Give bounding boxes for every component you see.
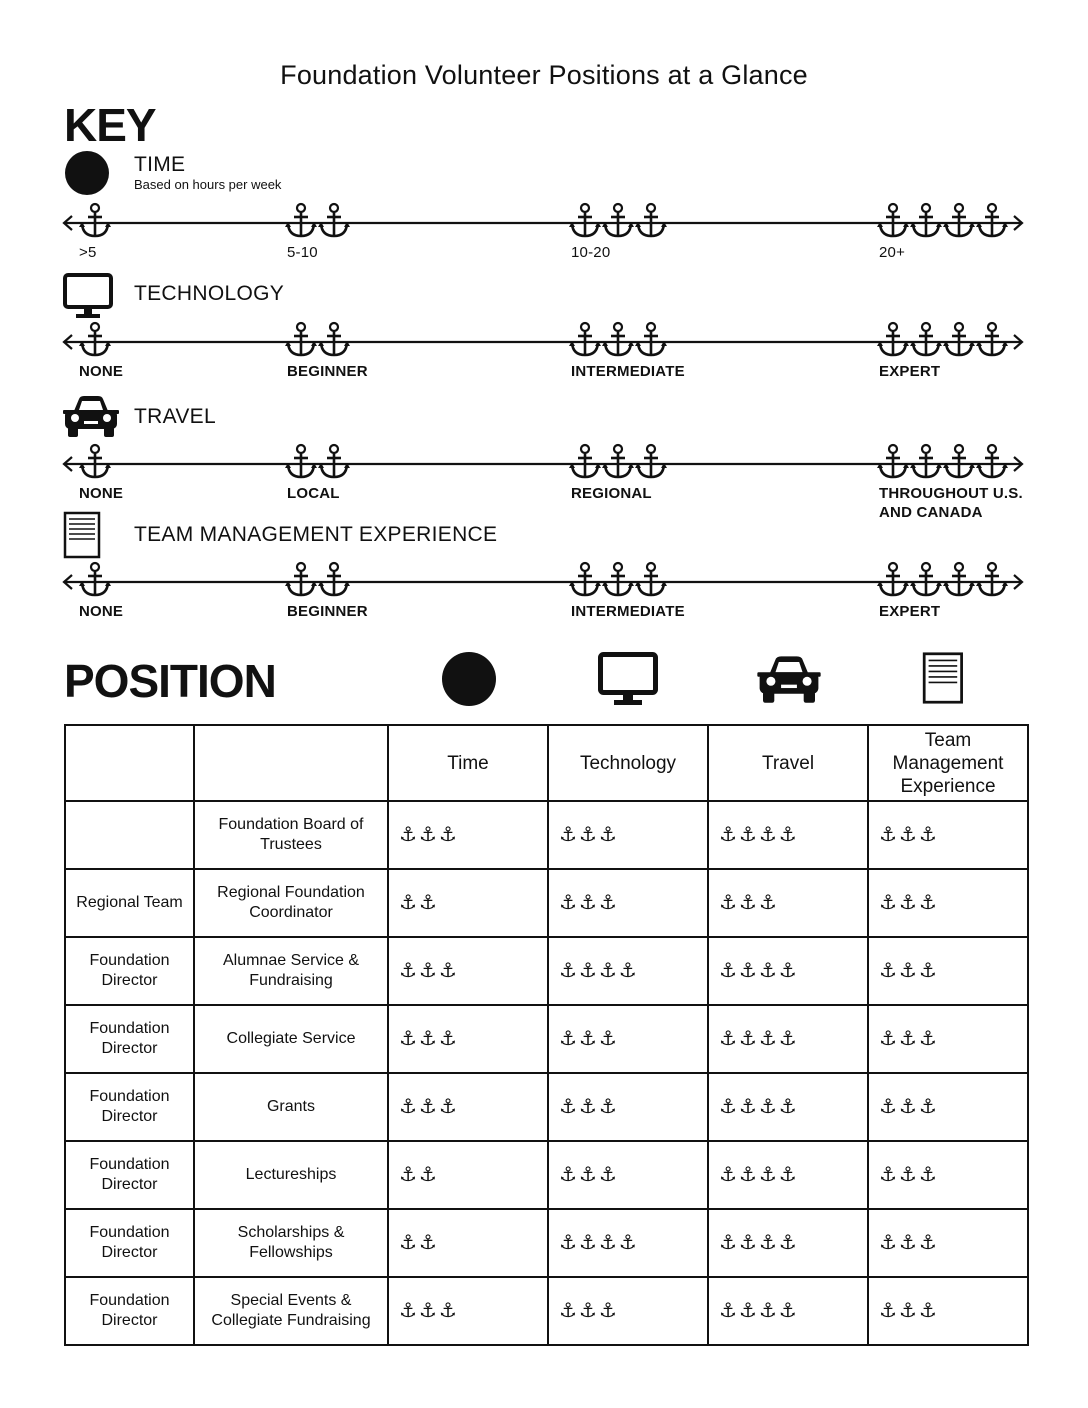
group-cell: Foundation Director bbox=[65, 1277, 194, 1345]
anchor-icon bbox=[318, 445, 350, 477]
time-rating bbox=[388, 1277, 548, 1345]
anchor-icon bbox=[285, 563, 317, 595]
technology-tick-2: BEGINNER bbox=[287, 363, 368, 380]
time-rating bbox=[388, 937, 548, 1005]
time-rating bbox=[388, 869, 548, 937]
time-rating bbox=[388, 1005, 548, 1073]
key-label-technology: TECHNOLOGY bbox=[134, 282, 285, 305]
anchor-icon bbox=[943, 323, 975, 355]
anchor-icon bbox=[569, 204, 601, 236]
group-cell: Foundation Director bbox=[65, 1005, 194, 1073]
team-management-rating bbox=[868, 1141, 1028, 1209]
travel-tick-1: NONE bbox=[79, 485, 124, 502]
anchor-icon: ⚓⚓⚓ bbox=[399, 960, 459, 982]
anchor-icon bbox=[79, 323, 111, 355]
technology-tick-4: EXPERT bbox=[879, 363, 941, 380]
group-cell: Foundation Director bbox=[65, 1141, 194, 1209]
position-cell: Collegiate Service bbox=[194, 1005, 388, 1073]
team-tick-4: EXPERT bbox=[879, 603, 941, 620]
time-tick-1: >5 bbox=[79, 244, 97, 261]
column-header-time: Time bbox=[388, 725, 548, 801]
column-header-travel: Travel bbox=[708, 725, 868, 801]
anchor-icon bbox=[318, 323, 350, 355]
anchor-icon: ⚓⚓⚓ bbox=[559, 824, 619, 846]
anchor-icon bbox=[569, 323, 601, 355]
anchor-icon: ⚓⚓⚓⚓ bbox=[719, 1096, 799, 1118]
technology-tick-3: INTERMEDIATE bbox=[571, 363, 685, 380]
group-cell: Foundation Director bbox=[65, 1073, 194, 1141]
anchor-icon: ⚓⚓⚓ bbox=[559, 892, 619, 914]
anchor-icon: ⚓⚓⚓ bbox=[879, 1232, 939, 1254]
travel-tick-2: LOCAL bbox=[287, 485, 340, 502]
travel-rating bbox=[708, 937, 868, 1005]
anchor-icon: ⚓⚓⚓ bbox=[559, 1300, 619, 1322]
anchor-icon bbox=[943, 204, 975, 236]
positions-table bbox=[64, 724, 1029, 1346]
travel-rating bbox=[708, 869, 868, 937]
anchor-icon bbox=[877, 204, 909, 236]
anchor-icon bbox=[318, 563, 350, 595]
anchor-icon: ⚓⚓⚓ bbox=[559, 1164, 619, 1186]
travel-rating bbox=[708, 1073, 868, 1141]
anchor-icon: ⚓⚓⚓ bbox=[879, 824, 939, 846]
technology-scale bbox=[58, 321, 1030, 361]
anchor-icon: ⚓⚓⚓⚓ bbox=[559, 960, 639, 982]
technology-rating bbox=[548, 1141, 708, 1209]
anchor-icon: ⚓⚓⚓⚓ bbox=[719, 1028, 799, 1050]
team-tick-3: INTERMEDIATE bbox=[571, 603, 685, 620]
anchor-icon: ⚓⚓⚓ bbox=[559, 1028, 619, 1050]
column-header-team-management: Team Management Experience bbox=[868, 725, 1028, 801]
position-heading: POSITION bbox=[64, 655, 276, 707]
anchor-icon: ⚓⚓⚓⚓ bbox=[719, 1300, 799, 1322]
anchor-icon: ⚓⚓⚓ bbox=[399, 824, 459, 846]
page-title: Foundation Volunteer Positions at a Glance bbox=[280, 60, 808, 90]
anchor-icon: ⚓⚓ bbox=[399, 892, 439, 914]
position-cell: Special Events & Collegiate Fundraising bbox=[194, 1277, 388, 1345]
time-rating bbox=[388, 801, 548, 869]
anchor-icon: ⚓⚓⚓ bbox=[399, 1028, 459, 1050]
table-row bbox=[65, 1277, 1028, 1345]
key-label-time: TIME bbox=[134, 153, 186, 176]
table-row bbox=[65, 1005, 1028, 1073]
car-icon bbox=[63, 393, 119, 439]
anchor-icon: ⚓⚓⚓⚓ bbox=[719, 1164, 799, 1186]
column-header-position bbox=[194, 725, 388, 801]
anchor-icon: ⚓⚓⚓ bbox=[879, 1300, 939, 1322]
anchor-icon: ⚓⚓ bbox=[399, 1164, 439, 1186]
team-management-rating bbox=[868, 869, 1028, 937]
position-cell: Grants bbox=[194, 1073, 388, 1141]
anchor-icon: ⚓⚓⚓ bbox=[879, 960, 939, 982]
anchor-icon bbox=[602, 563, 634, 595]
anchor-icon bbox=[877, 563, 909, 595]
position-cell: Regional Foundation Coordinator bbox=[194, 869, 388, 937]
anchor-icon: ⚓⚓⚓ bbox=[879, 892, 939, 914]
anchor-icon bbox=[635, 563, 667, 595]
table-row bbox=[65, 869, 1028, 937]
travel-tick-3: REGIONAL bbox=[571, 485, 652, 502]
technology-tick-1: NONE bbox=[79, 363, 124, 380]
anchor-icon bbox=[569, 445, 601, 477]
document-icon bbox=[63, 511, 103, 559]
travel-rating bbox=[708, 1141, 868, 1209]
anchor-icon bbox=[79, 204, 111, 236]
clock-icon bbox=[440, 650, 498, 708]
travel-tick-4: THROUGHOUT U.S. AND CANADA bbox=[879, 485, 1023, 521]
column-header-technology: Technology bbox=[548, 725, 708, 801]
technology-rating bbox=[548, 801, 708, 869]
group-cell: Regional Team bbox=[65, 869, 194, 937]
position-cell: Scholarships & Fellowships bbox=[194, 1209, 388, 1277]
team-management-rating bbox=[868, 937, 1028, 1005]
technology-rating bbox=[548, 1277, 708, 1345]
team-management-rating bbox=[868, 1209, 1028, 1277]
anchor-icon: ⚓⚓⚓ bbox=[399, 1096, 459, 1118]
anchor-icon: ⚓⚓⚓⚓ bbox=[559, 1232, 639, 1254]
team-tick-2: BEGINNER bbox=[287, 603, 368, 620]
anchor-icon bbox=[79, 445, 111, 477]
anchor-icon: ⚓⚓⚓ bbox=[879, 1028, 939, 1050]
anchor-icon bbox=[602, 204, 634, 236]
anchor-icon bbox=[635, 204, 667, 236]
anchor-icon: ⚓⚓⚓⚓ bbox=[719, 960, 799, 982]
anchor-icon bbox=[285, 204, 317, 236]
technology-rating bbox=[548, 937, 708, 1005]
time-rating bbox=[388, 1073, 548, 1141]
anchor-icon bbox=[976, 323, 1008, 355]
anchor-icon bbox=[318, 204, 350, 236]
key-label-travel: TRAVEL bbox=[134, 405, 216, 428]
team-management-rating bbox=[868, 1277, 1028, 1345]
anchor-icon bbox=[976, 204, 1008, 236]
key-sublabel-time: Based on hours per week bbox=[134, 177, 282, 192]
car-icon bbox=[755, 653, 823, 705]
key-heading: KEY bbox=[64, 99, 156, 151]
position-cell: Alumnae Service & Fundraising bbox=[194, 937, 388, 1005]
anchor-icon bbox=[602, 323, 634, 355]
anchor-icon bbox=[943, 445, 975, 477]
travel-rating bbox=[708, 1005, 868, 1073]
column-icons bbox=[0, 648, 1088, 708]
time-rating bbox=[388, 1209, 548, 1277]
travel-rating bbox=[708, 801, 868, 869]
table-row bbox=[65, 1209, 1028, 1277]
technology-rating bbox=[548, 1073, 708, 1141]
anchor-icon: ⚓⚓⚓ bbox=[399, 1300, 459, 1322]
group-cell bbox=[65, 801, 194, 869]
group-cell: Foundation Director bbox=[65, 937, 194, 1005]
technology-rating bbox=[548, 869, 708, 937]
anchor-icon bbox=[910, 323, 942, 355]
travel-rating bbox=[708, 1277, 868, 1345]
anchor-icon: ⚓⚓⚓⚓ bbox=[719, 824, 799, 846]
team-management-scale bbox=[58, 561, 1030, 601]
anchor-icon: ⚓⚓⚓ bbox=[559, 1096, 619, 1118]
anchor-icon bbox=[976, 563, 1008, 595]
table-row bbox=[65, 1073, 1028, 1141]
team-tick-1: NONE bbox=[79, 603, 124, 620]
anchor-icon bbox=[285, 323, 317, 355]
time-tick-3: 10-20 bbox=[571, 244, 611, 261]
group-cell: Foundation Director bbox=[65, 1209, 194, 1277]
anchor-icon bbox=[602, 445, 634, 477]
technology-rating bbox=[548, 1005, 708, 1073]
table-row bbox=[65, 937, 1028, 1005]
anchor-icon: ⚓⚓⚓ bbox=[719, 892, 779, 914]
table-row bbox=[65, 801, 1028, 869]
anchor-icon bbox=[569, 563, 601, 595]
monitor-icon bbox=[598, 652, 658, 706]
travel-scale bbox=[58, 443, 1030, 483]
anchor-icon bbox=[635, 323, 667, 355]
document-icon bbox=[922, 650, 966, 706]
clock-icon bbox=[63, 150, 111, 196]
travel-rating bbox=[708, 1209, 868, 1277]
anchor-icon bbox=[943, 563, 975, 595]
time-tick-4: 20+ bbox=[879, 244, 906, 261]
anchor-icon: ⚓⚓ bbox=[399, 1232, 439, 1254]
anchor-icon bbox=[285, 445, 317, 477]
position-cell: Lectureships bbox=[194, 1141, 388, 1209]
table-row bbox=[65, 1141, 1028, 1209]
column-header-group bbox=[65, 725, 194, 801]
anchor-icon bbox=[877, 323, 909, 355]
anchor-icon bbox=[910, 445, 942, 477]
anchor-icon bbox=[910, 204, 942, 236]
position-cell: Foundation Board of Trustees bbox=[194, 801, 388, 869]
anchor-icon bbox=[910, 563, 942, 595]
anchor-icon: ⚓⚓⚓ bbox=[879, 1164, 939, 1186]
time-tick-2: 5-10 bbox=[287, 244, 318, 261]
anchor-icon bbox=[976, 445, 1008, 477]
team-management-rating bbox=[868, 1073, 1028, 1141]
anchor-icon bbox=[635, 445, 667, 477]
technology-rating bbox=[548, 1209, 708, 1277]
anchor-icon: ⚓⚓⚓ bbox=[879, 1096, 939, 1118]
time-scale bbox=[58, 202, 1030, 242]
key-label-team-management: TEAM MANAGEMENT EXPERIENCE bbox=[134, 523, 498, 546]
team-management-rating bbox=[868, 801, 1028, 869]
time-rating bbox=[388, 1141, 548, 1209]
anchor-icon bbox=[79, 563, 111, 595]
table-header-row bbox=[65, 725, 1028, 801]
anchor-icon: ⚓⚓⚓⚓ bbox=[719, 1232, 799, 1254]
anchor-icon bbox=[877, 445, 909, 477]
monitor-icon bbox=[63, 273, 113, 319]
team-management-rating bbox=[868, 1005, 1028, 1073]
